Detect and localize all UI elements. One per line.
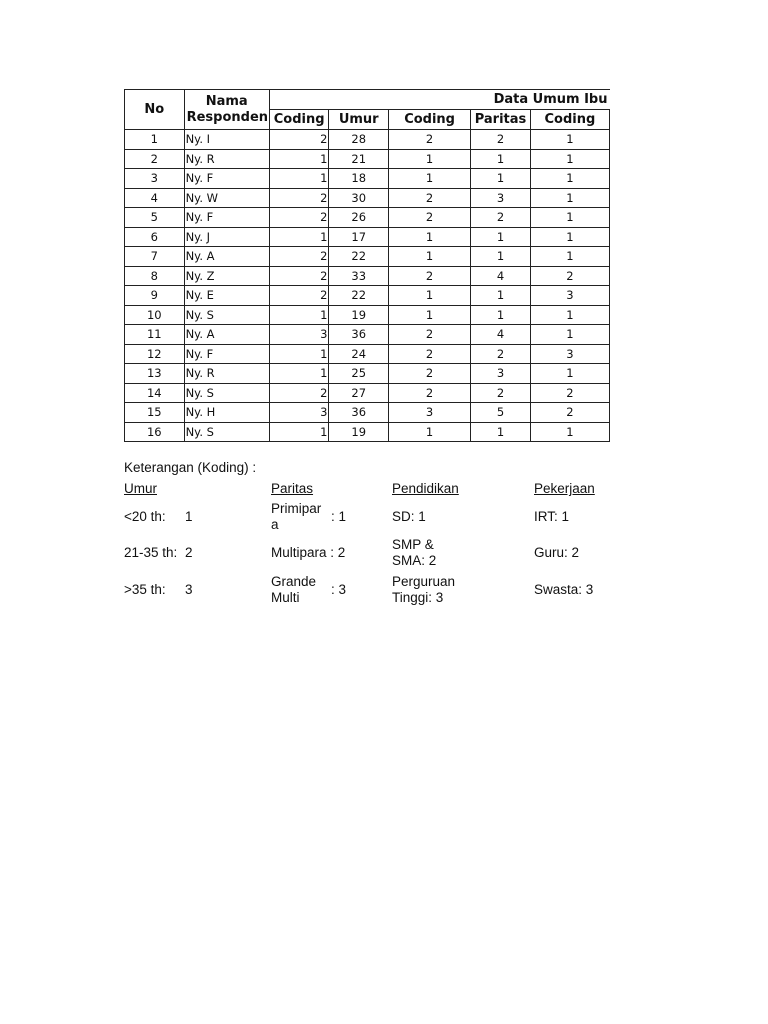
cell-umur: 19 bbox=[329, 305, 389, 325]
legend-paritas-code: : 1 bbox=[331, 509, 347, 524]
table-row bbox=[125, 344, 610, 364]
cell-no: 13 bbox=[125, 364, 185, 384]
cell-paritas: 2 bbox=[471, 383, 531, 403]
header-coding: Coding bbox=[530, 110, 609, 130]
table-row bbox=[125, 325, 610, 345]
table-row bbox=[125, 364, 610, 384]
cell-no: 2 bbox=[125, 149, 185, 169]
header-nama-line2: Responden bbox=[186, 109, 269, 125]
cell-no: 15 bbox=[125, 403, 185, 423]
cell-coding-pekerjaan: 1 bbox=[530, 247, 609, 267]
cell-paritas: 3 bbox=[471, 188, 531, 208]
cell-coding-umur: 1 bbox=[269, 305, 329, 325]
cell-umur: 22 bbox=[329, 286, 389, 306]
cell-coding-pendidikan: 2 bbox=[389, 325, 471, 345]
cell-umur: 24 bbox=[329, 344, 389, 364]
cell-name: Ny. R bbox=[184, 149, 269, 169]
cell-umur: 17 bbox=[329, 227, 389, 247]
header-no: No bbox=[125, 90, 185, 130]
cell-umur: 33 bbox=[329, 266, 389, 286]
cell-name: Ny. I bbox=[184, 130, 269, 150]
table-row bbox=[125, 266, 610, 286]
cell-coding-pekerjaan: 2 bbox=[530, 403, 609, 423]
table-row bbox=[125, 286, 610, 306]
cell-paritas: 1 bbox=[471, 305, 531, 325]
cell-name: Ny. R bbox=[184, 364, 269, 384]
cell-coding-pendidikan: 2 bbox=[389, 266, 471, 286]
cell-no: 12 bbox=[125, 344, 185, 364]
cell-no: 7 bbox=[125, 247, 185, 267]
cell-coding-umur: 1 bbox=[269, 422, 329, 442]
cell-paritas: 4 bbox=[471, 325, 531, 345]
cell-umur: 28 bbox=[329, 130, 389, 150]
cell-paritas: 2 bbox=[471, 130, 531, 150]
legend-umur-code: 1 bbox=[185, 509, 193, 524]
cell-umur: 21 bbox=[329, 149, 389, 169]
header-paritas: Paritas bbox=[471, 110, 531, 130]
cell-coding-pekerjaan: 3 bbox=[530, 286, 609, 306]
cell-name: Ny. S bbox=[184, 383, 269, 403]
table-row bbox=[125, 188, 610, 208]
legend-heading-pendidikan: Pendidikan bbox=[392, 481, 459, 496]
cell-coding-umur: 1 bbox=[269, 344, 329, 364]
cell-coding-umur: 1 bbox=[269, 227, 329, 247]
legend-heading-pekerjaan: Pekerjaan bbox=[534, 481, 595, 496]
legend-umur-label: 21-35 th: bbox=[124, 545, 178, 560]
cell-coding-pendidikan: 2 bbox=[389, 188, 471, 208]
cell-coding-pendidikan: 2 bbox=[389, 344, 471, 364]
cell-coding-pendidikan: 1 bbox=[389, 422, 471, 442]
cell-umur: 26 bbox=[329, 208, 389, 228]
cell-paritas: 1 bbox=[471, 227, 531, 247]
table-body bbox=[125, 130, 610, 442]
table-row bbox=[125, 403, 610, 423]
cell-umur: 27 bbox=[329, 383, 389, 403]
table-row bbox=[125, 247, 610, 267]
cell-coding-umur: 1 bbox=[269, 149, 329, 169]
header-umur: Umur bbox=[329, 110, 389, 130]
respondent-data-table bbox=[124, 89, 610, 442]
cell-umur: 36 bbox=[329, 403, 389, 423]
table-row bbox=[125, 130, 610, 150]
cell-paritas: 5 bbox=[471, 403, 531, 423]
cell-umur: 19 bbox=[329, 422, 389, 442]
cell-coding-pendidikan: 2 bbox=[389, 364, 471, 384]
header-coding: Coding bbox=[389, 110, 471, 130]
cell-coding-pekerjaan: 1 bbox=[530, 130, 609, 150]
cell-name: Ny. F bbox=[184, 169, 269, 189]
cell-name: Ny. W bbox=[184, 188, 269, 208]
legend-title: Keterangan (Koding) : bbox=[124, 460, 257, 475]
cell-coding-umur: 1 bbox=[269, 169, 329, 189]
table-row bbox=[125, 383, 610, 403]
legend-pekerjaan-item: IRT: 1 bbox=[534, 509, 570, 524]
cell-coding-pekerjaan: 1 bbox=[530, 208, 609, 228]
cell-coding-pekerjaan: 1 bbox=[530, 325, 609, 345]
legend-umur-code: 2 bbox=[185, 545, 193, 560]
cell-no: 5 bbox=[125, 208, 185, 228]
table-row bbox=[125, 422, 610, 442]
legend-pekerjaan-item: Guru: 2 bbox=[534, 545, 580, 560]
cell-name: Ny. Z bbox=[184, 266, 269, 286]
cell-paritas: 1 bbox=[471, 286, 531, 306]
legend-umur-label: >35 th: bbox=[124, 582, 166, 597]
cell-coding-pendidikan: 1 bbox=[389, 169, 471, 189]
legend-paritas-code: : 3 bbox=[331, 582, 347, 597]
cell-coding-umur: 2 bbox=[269, 188, 329, 208]
cell-coding-umur: 2 bbox=[269, 130, 329, 150]
cell-no: 4 bbox=[125, 188, 185, 208]
cell-no: 9 bbox=[125, 286, 185, 306]
cell-name: Ny. E bbox=[184, 286, 269, 306]
cell-name: Ny. S bbox=[184, 305, 269, 325]
cell-coding-pendidikan: 1 bbox=[389, 247, 471, 267]
table-row bbox=[125, 208, 610, 228]
legend-pendidikan-item: SD: 1 bbox=[392, 509, 426, 524]
cell-coding-pekerjaan: 1 bbox=[530, 169, 609, 189]
cell-coding-pekerjaan: 1 bbox=[530, 305, 609, 325]
cell-coding-pekerjaan: 1 bbox=[530, 227, 609, 247]
cell-coding-umur: 2 bbox=[269, 247, 329, 267]
cell-coding-umur: 3 bbox=[269, 403, 329, 423]
cell-no: 14 bbox=[125, 383, 185, 403]
cell-paritas: 1 bbox=[471, 169, 531, 189]
legend-umur-code: 3 bbox=[185, 582, 193, 597]
cell-coding-umur: 2 bbox=[269, 266, 329, 286]
cell-coding-pekerjaan: 3 bbox=[530, 344, 609, 364]
header-nama-line1: Nama bbox=[205, 93, 248, 109]
cell-coding-umur: 2 bbox=[269, 208, 329, 228]
legend-heading-paritas: Paritas bbox=[271, 481, 314, 496]
cell-no: 8 bbox=[125, 266, 185, 286]
legend-paritas-label: Grande Multi bbox=[271, 574, 317, 605]
header-nama-responden bbox=[184, 90, 269, 130]
cell-coding-pekerjaan: 2 bbox=[530, 383, 609, 403]
cell-name: Ny. J bbox=[184, 227, 269, 247]
header-data-umum-ibu: Data Umum Ibu bbox=[269, 90, 609, 110]
legend-umur-label: <20 th: bbox=[124, 509, 166, 524]
cell-coding-pendidikan: 3 bbox=[389, 403, 471, 423]
cell-umur: 30 bbox=[329, 188, 389, 208]
cell-name: Ny. S bbox=[184, 422, 269, 442]
table-row bbox=[125, 149, 610, 169]
cell-coding-pendidikan: 1 bbox=[389, 149, 471, 169]
cell-umur: 25 bbox=[329, 364, 389, 384]
table-row bbox=[125, 305, 610, 325]
cell-coding-umur: 3 bbox=[269, 325, 329, 345]
table-row bbox=[125, 169, 610, 189]
legend-pendidikan-item: SMP & SMA: 2 bbox=[392, 537, 437, 568]
cell-no: 6 bbox=[125, 227, 185, 247]
legend-heading-umur: Umur bbox=[124, 481, 157, 496]
cell-name: Ny. A bbox=[184, 325, 269, 345]
cell-paritas: 1 bbox=[471, 247, 531, 267]
cell-coding-pendidikan: 2 bbox=[389, 208, 471, 228]
cell-paritas: 2 bbox=[471, 208, 531, 228]
cell-no: 11 bbox=[125, 325, 185, 345]
cell-paritas: 3 bbox=[471, 364, 531, 384]
cell-no: 1 bbox=[125, 130, 185, 150]
cell-no: 16 bbox=[125, 422, 185, 442]
cell-coding-umur: 1 bbox=[269, 364, 329, 384]
cell-coding-pendidikan: 2 bbox=[389, 130, 471, 150]
cell-coding-umur: 2 bbox=[269, 286, 329, 306]
cell-umur: 22 bbox=[329, 247, 389, 267]
cell-coding-umur: 2 bbox=[269, 383, 329, 403]
cell-coding-pekerjaan: 1 bbox=[530, 364, 609, 384]
cell-no: 3 bbox=[125, 169, 185, 189]
header-coding: Coding bbox=[269, 110, 329, 130]
cell-umur: 36 bbox=[329, 325, 389, 345]
legend-pendidikan-item: Perguruan Tinggi: 3 bbox=[392, 574, 456, 605]
cell-coding-pendidikan: 1 bbox=[389, 227, 471, 247]
cell-name: Ny. F bbox=[184, 344, 269, 364]
table-row bbox=[125, 227, 610, 247]
cell-paritas: 2 bbox=[471, 344, 531, 364]
cell-paritas: 1 bbox=[471, 149, 531, 169]
cell-name: Ny. F bbox=[184, 208, 269, 228]
cell-paritas: 1 bbox=[471, 422, 531, 442]
legend-paritas-label: Primipar a bbox=[271, 501, 322, 532]
cell-coding-pekerjaan: 1 bbox=[530, 422, 609, 442]
cell-umur: 18 bbox=[329, 169, 389, 189]
cell-no: 10 bbox=[125, 305, 185, 325]
cell-coding-pekerjaan: 2 bbox=[530, 266, 609, 286]
cell-coding-pendidikan: 2 bbox=[389, 383, 471, 403]
cell-coding-pendidikan: 1 bbox=[389, 286, 471, 306]
cell-paritas: 4 bbox=[471, 266, 531, 286]
cell-name: Ny. H bbox=[184, 403, 269, 423]
cell-coding-pekerjaan: 1 bbox=[530, 188, 609, 208]
cell-name: Ny. A bbox=[184, 247, 269, 267]
legend-pekerjaan-item: Swasta: 3 bbox=[534, 582, 594, 597]
legend-paritas-label: Multipara : 2 bbox=[271, 545, 346, 560]
cell-coding-pendidikan: 1 bbox=[389, 305, 471, 325]
cell-coding-pekerjaan: 1 bbox=[530, 149, 609, 169]
